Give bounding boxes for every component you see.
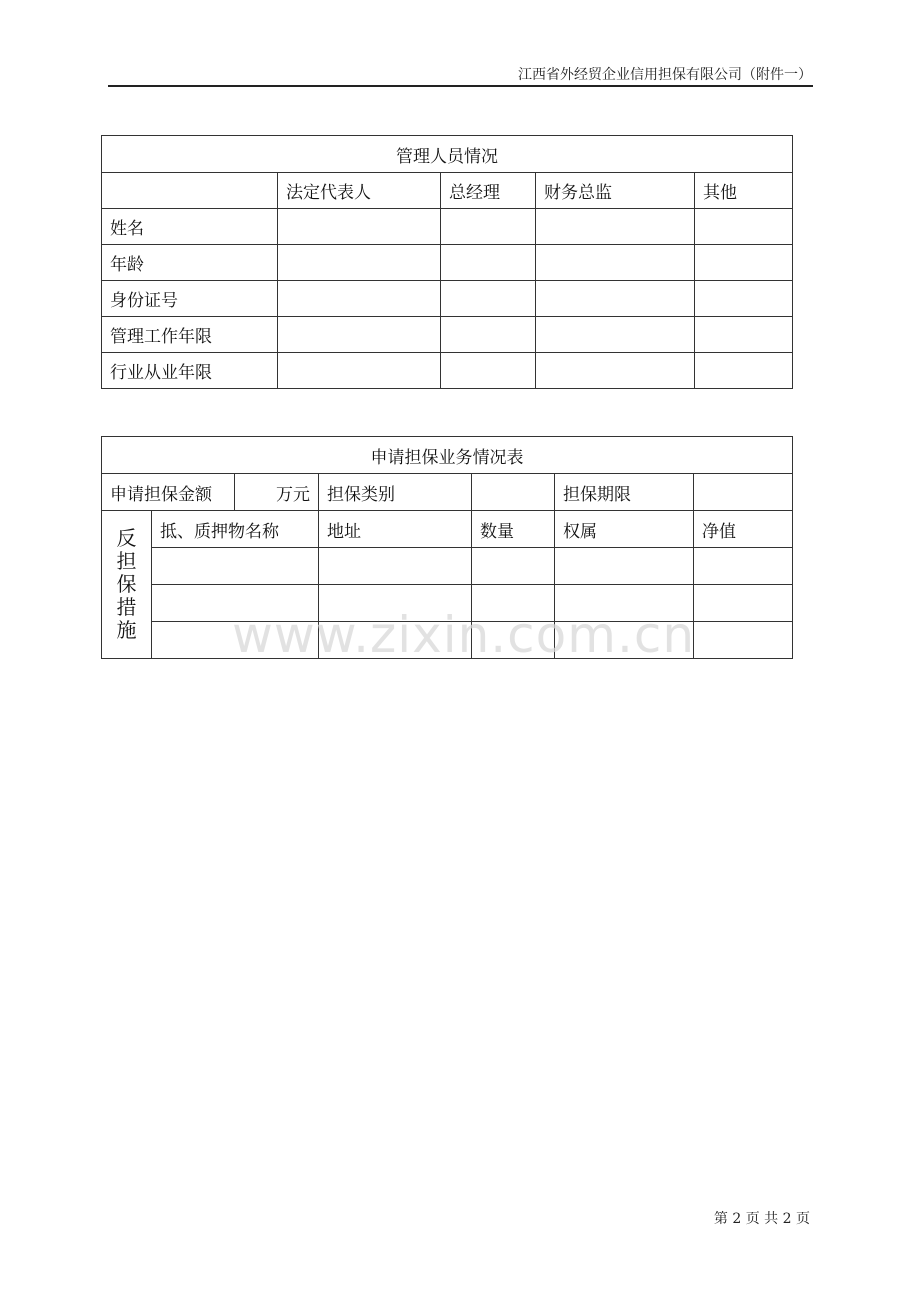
column-header-net-value: 净值 <box>694 511 793 548</box>
watermark: www.zixin.com.cn <box>232 606 696 664</box>
column-header-collateral-name: 抵、质押物名称 <box>152 511 319 548</box>
blank-cell[interactable] <box>278 281 441 317</box>
row-label-name: 姓名 <box>102 209 278 245</box>
guarantee-period-label: 担保期限 <box>555 474 694 511</box>
guarantee-table-title: 申请担保业务情况表 <box>102 437 793 474</box>
blank-cell[interactable] <box>441 245 536 281</box>
blank-cell[interactable] <box>695 353 793 389</box>
blank-cell[interactable] <box>441 209 536 245</box>
blank-cell[interactable] <box>555 548 694 585</box>
blank-cell[interactable] <box>694 622 793 659</box>
blank-cell[interactable] <box>319 622 472 659</box>
table-row <box>102 245 793 281</box>
table-row <box>102 317 793 353</box>
management-table-title: 管理人员情况 <box>102 136 793 173</box>
column-header-general-manager: 总经理 <box>441 173 536 209</box>
column-header-ownership: 权属 <box>555 511 694 548</box>
blank-cell[interactable] <box>472 474 555 511</box>
blank-cell[interactable] <box>278 353 441 389</box>
blank-cell[interactable] <box>152 622 319 659</box>
blank-cell[interactable] <box>536 281 695 317</box>
table-row <box>102 353 793 389</box>
row-label-id-number: 身份证号 <box>102 281 278 317</box>
vertical-char: 担 <box>116 549 137 573</box>
blank-cell[interactable] <box>441 317 536 353</box>
blank-cell[interactable] <box>441 281 536 317</box>
guarantee-application-table <box>101 436 793 659</box>
counter-guarantee-measures-label <box>102 511 152 659</box>
column-header-legal-representative: 法定代表人 <box>278 173 441 209</box>
blank-cell[interactable] <box>319 548 472 585</box>
blank-cell[interactable] <box>278 245 441 281</box>
document-header-title: 江西省外经贸企业信用担保有限公司（附件一） <box>518 67 812 83</box>
blank-cell[interactable] <box>441 353 536 389</box>
blank-cell[interactable] <box>555 622 694 659</box>
vertical-char: 措 <box>116 595 137 619</box>
management-personnel-table <box>101 135 793 389</box>
blank-cell[interactable] <box>278 209 441 245</box>
blank-cell[interactable] <box>536 209 695 245</box>
guarantee-type-label: 担保类别 <box>319 474 472 511</box>
blank-cell[interactable] <box>472 548 555 585</box>
vertical-char: 施 <box>116 618 137 642</box>
blank-cell[interactable] <box>152 585 319 622</box>
row-label-management-years: 管理工作年限 <box>102 317 278 353</box>
column-header-blank <box>102 173 278 209</box>
guarantee-amount-label: 申请担保金额 <box>102 474 235 511</box>
blank-cell[interactable] <box>695 245 793 281</box>
table-row <box>102 585 793 622</box>
row-label-age: 年龄 <box>102 245 278 281</box>
table-row <box>102 622 793 659</box>
blank-cell[interactable] <box>695 209 793 245</box>
blank-cell[interactable] <box>536 317 695 353</box>
row-label-industry-years: 行业从业年限 <box>102 353 278 389</box>
guarantee-amount-unit[interactable]: 万元 <box>235 474 319 511</box>
column-header-other: 其他 <box>695 173 793 209</box>
table-row <box>102 548 793 585</box>
vertical-char: 反 <box>116 526 137 550</box>
blank-cell[interactable] <box>694 474 793 511</box>
blank-cell[interactable] <box>319 585 472 622</box>
blank-cell[interactable] <box>472 622 555 659</box>
column-header-finance-director: 财务总监 <box>536 173 695 209</box>
blank-cell[interactable] <box>555 585 694 622</box>
page-number: 第 2 页 共 2 页 <box>713 1211 810 1227</box>
blank-cell[interactable] <box>536 353 695 389</box>
vertical-char: 保 <box>116 572 137 596</box>
blank-cell[interactable] <box>694 585 793 622</box>
blank-cell[interactable] <box>472 585 555 622</box>
column-header-quantity: 数量 <box>472 511 555 548</box>
header-divider <box>108 85 813 87</box>
table-row <box>102 209 793 245</box>
blank-cell[interactable] <box>694 548 793 585</box>
blank-cell[interactable] <box>278 317 441 353</box>
blank-cell[interactable] <box>536 245 695 281</box>
table-row <box>102 281 793 317</box>
blank-cell[interactable] <box>152 548 319 585</box>
column-header-address: 地址 <box>319 511 472 548</box>
blank-cell[interactable] <box>695 281 793 317</box>
blank-cell[interactable] <box>695 317 793 353</box>
